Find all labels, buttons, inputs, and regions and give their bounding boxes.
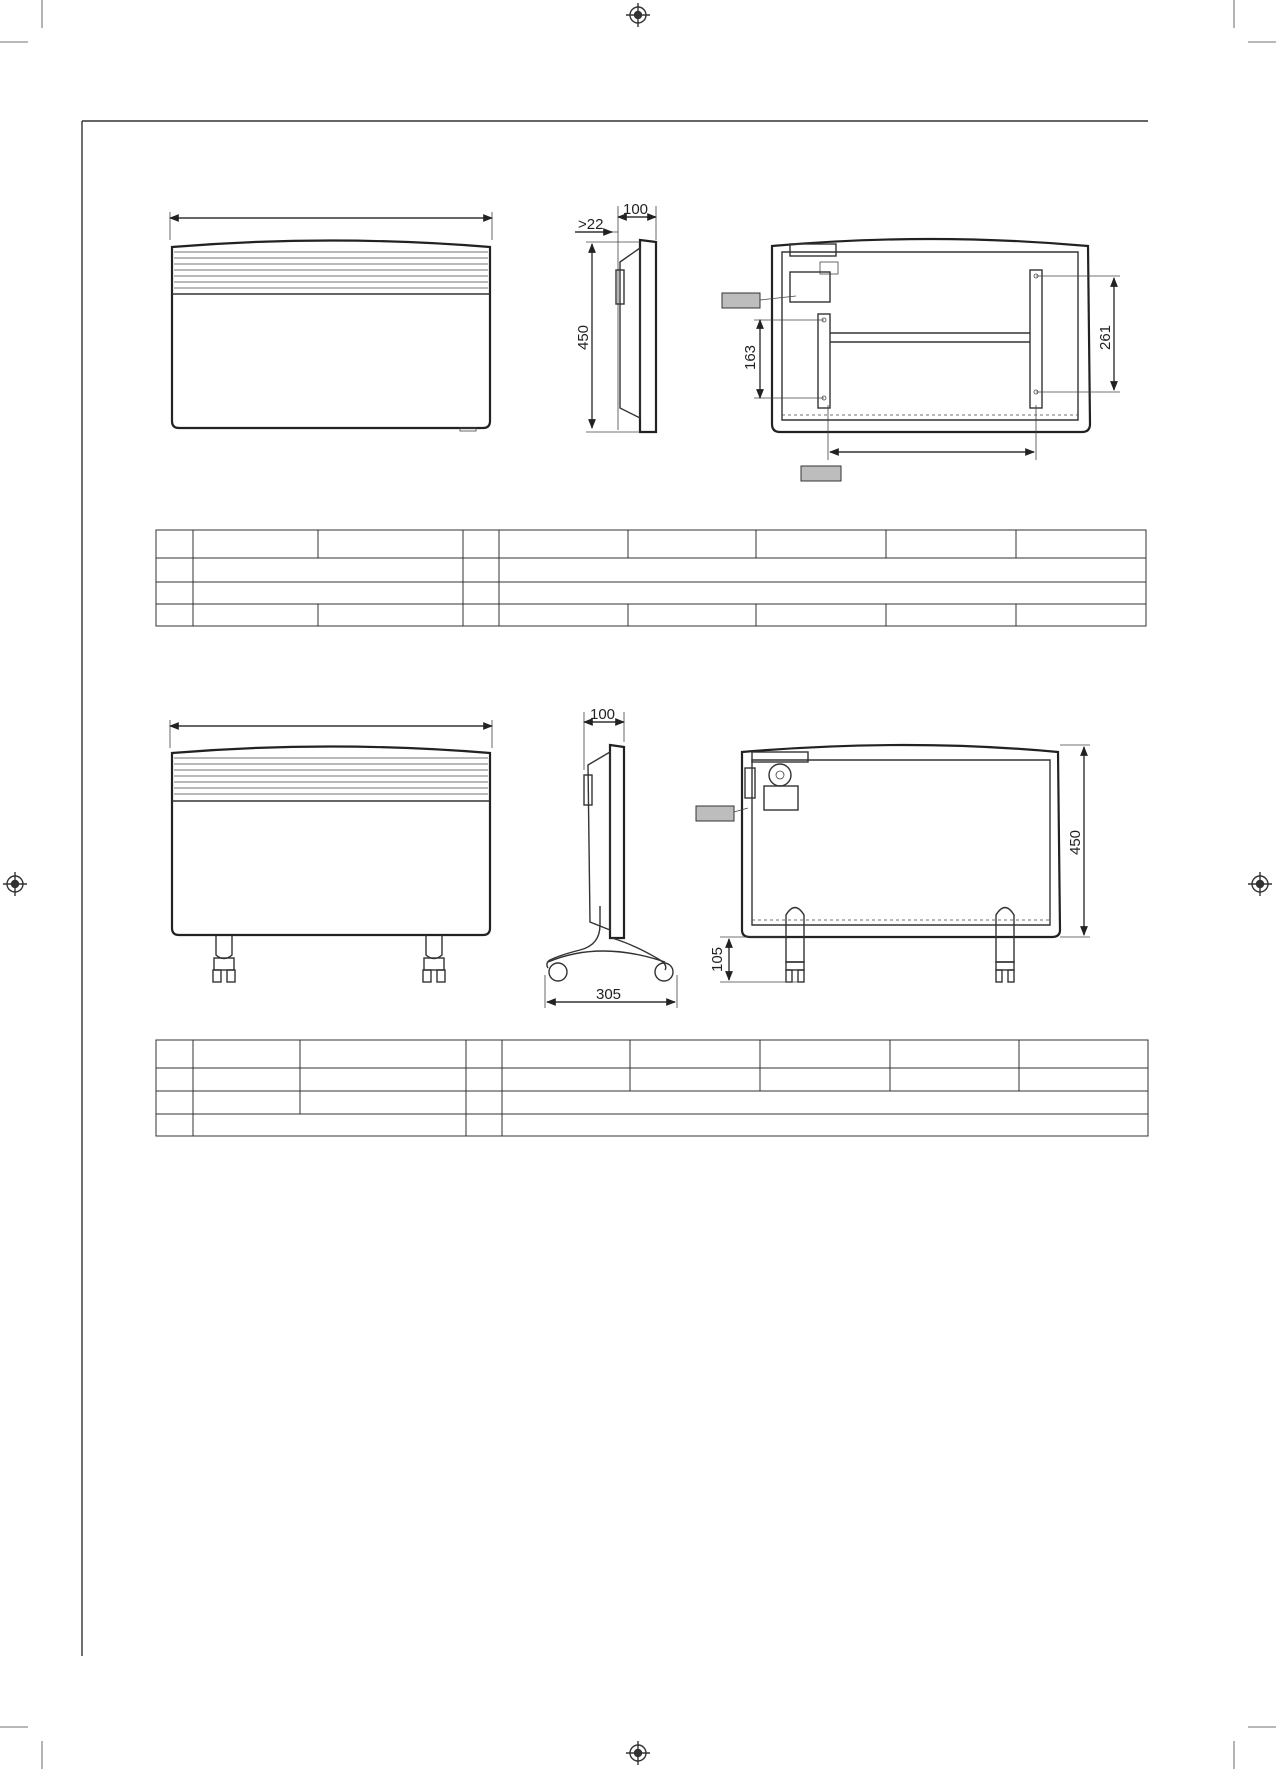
wheel-left [549,963,567,981]
height-label: 450 [575,324,592,350]
foot-back-right [996,908,1014,983]
wheel-right [655,963,673,981]
ground-clearance-label: 105 [709,946,726,972]
registration-mark-right [1248,872,1272,896]
depth-label: 100 [623,201,649,218]
spec-table-2 [156,1040,1148,1136]
label-box-control-2 [696,806,734,821]
foot-right [423,935,445,982]
height-label-2: 450 [1067,829,1084,855]
thermostat-box [790,272,830,302]
mounting-bracket-left [818,314,830,408]
page-frame [82,121,1148,1656]
mounting-bracket-right [1030,270,1042,408]
wall-gap-label: >22 [578,216,604,233]
label-box-bracket [801,466,841,481]
thermostat-dial [769,764,791,786]
heater-back-view-wall [722,239,1120,481]
foot-width-label: 305 [596,986,622,1003]
heater-front-view-wall [170,212,492,431]
mount-height-label: 261 [1097,324,1114,350]
grille-slats [174,252,488,288]
registration-mark-bottom [626,1741,650,1765]
bracket-spacing-label: 163 [742,344,759,370]
heater-side-view-feet [545,706,677,1008]
registration-mark-left [3,872,27,896]
spec-table-1 [156,530,1146,626]
heater-side-view-wall [575,201,656,432]
heater-back-view-feet [696,745,1090,982]
heater-front-view-feet [170,720,492,982]
control-box [764,786,798,810]
depth-label-2: 100 [590,706,616,723]
foot-left [213,935,235,982]
label-box-control [722,293,760,308]
registration-mark-top [626,3,650,27]
foot-back-left [786,908,804,983]
